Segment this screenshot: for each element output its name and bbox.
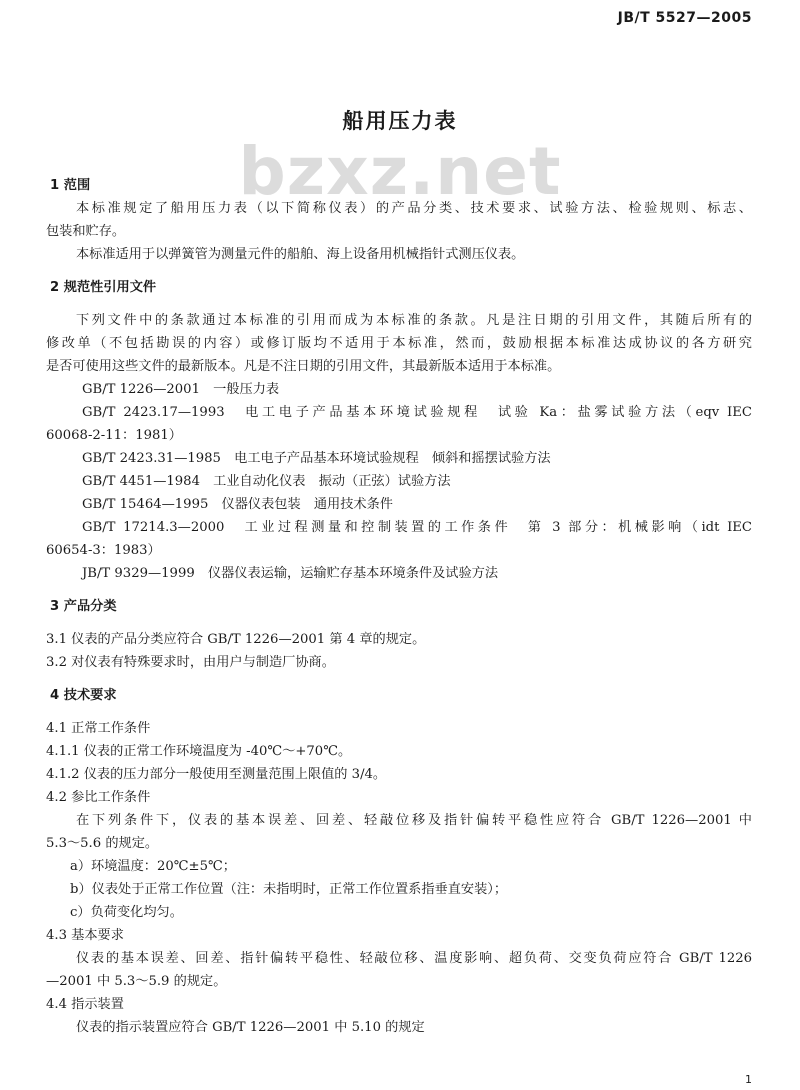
text-line: GB/T 2423.17—1993 电工电子产品基本环境试验规程 试验 Ka：盐雾试验方法（eqv IEC bbox=[82, 405, 752, 420]
text-line: 4.4 指示装置 bbox=[46, 997, 124, 1012]
text-line: 4.1.2 仪表的压力部分一般使用至测量范围上限值的 3/4。 bbox=[46, 767, 387, 782]
text-line: 下列文件中的条款通过本标准的引用而成为本标准的条款。凡是注日期的引用文件，其随后所有的 bbox=[76, 313, 752, 328]
text-line: GB/T 15464—1995 仪器仪表包装 通用技术条件 bbox=[82, 497, 393, 512]
text-line: GB/T 4451—1984 工业自动化仪表 振动（正弦）试验方法 bbox=[82, 474, 451, 489]
text-line: GB/T 1226—2001 一般压力表 bbox=[82, 382, 280, 397]
text-line: 5.3～5.6 的规定。 bbox=[46, 836, 159, 851]
text-line: 3.2 对仪表有特殊要求时，由用户与制造厂协商。 bbox=[46, 655, 335, 670]
text-line: 60654-3：1983） bbox=[46, 543, 161, 558]
text-line: 本标准规定了船用压力表（以下简称仪表）的产品分类、技术要求、试验方法、检验规则、标志、 bbox=[76, 201, 752, 216]
text-line: 仪表的基本误差、回差、指针偏转平稳性、轻敲位移、温度影响、超负荷、交变负荷应符合 GB/T 1226 bbox=[76, 951, 752, 966]
section-heading: 3 产品分类 bbox=[50, 599, 117, 614]
text-line: 3.1 仪表的产品分类应符合 GB/T 1226—2001 第 4 章的规定。 bbox=[46, 632, 426, 647]
text-line: c）负荷变化均匀。 bbox=[70, 905, 183, 920]
text-line: GB/T 2423.31—1985 电工电子产品基本环境试验规程 倾斜和摇摆试验方法 bbox=[82, 451, 551, 466]
text-line: 4.1.1 仪表的正常工作环境温度为 -40℃～+70℃。 bbox=[46, 744, 352, 759]
section-heading: 2 规范性引用文件 bbox=[50, 280, 157, 295]
section-heading: 4 技术要求 bbox=[50, 688, 117, 703]
text-line: GB/T 17214.3—2000 工业过程测量和控制装置的工作条件 第 3 部分：机械影响（idt IEC bbox=[82, 520, 752, 535]
text-line: 4.1 正常工作条件 bbox=[46, 721, 151, 736]
document-body bbox=[46, 174, 752, 1039]
text-line: 4.3 基本要求 bbox=[46, 928, 124, 943]
text-line: 是否可使用这些文件的最新版本。凡是不注日期的引用文件，其最新版本适用于本标准。 bbox=[46, 359, 561, 374]
text-line: 在下列条件下，仪表的基本误差、回差、轻敲位移及指针偏转平稳性应符合 GB/T 1226—2001 中 bbox=[76, 813, 752, 828]
text-line: 本标准适用于以弹簧管为测量元件的船舶、海上设备用机械指针式测压仪表。 bbox=[76, 247, 525, 262]
standard-number: JB/T 5527—2005 bbox=[617, 10, 752, 26]
text-line: 包装和贮存。 bbox=[46, 224, 126, 239]
text-line: a）环境温度：20℃±5℃； bbox=[70, 859, 236, 874]
text-line: 4.2 参比工作条件 bbox=[46, 790, 151, 805]
text-line: 修改单（不包括勘误的内容）或修订版均不适用于本标准，然而，鼓励根据本标准达成协议的各方研究 bbox=[46, 336, 752, 351]
text-line: —2001 中 5.3～5.9 的规定。 bbox=[46, 974, 227, 989]
text-line: 60068-2-11：1981） bbox=[46, 428, 182, 443]
watermark: bzxz.net bbox=[238, 133, 562, 210]
section-heading: 1 范围 bbox=[50, 178, 91, 193]
page-number: 1 bbox=[745, 1073, 752, 1086]
text-line: JB/T 9329—1999 仪器仪表运输，运输贮存基本环境条件及试验方法 bbox=[82, 566, 499, 581]
text-line: 仪表的指示装置应符合 GB/T 1226—2001 中 5.10 的规定 bbox=[76, 1020, 425, 1035]
text-line: b）仪表处于正常工作位置（注：未指明时，正常工作位置系指垂直安装）； bbox=[70, 882, 508, 897]
document-title: 船用压力表 bbox=[342, 109, 458, 133]
